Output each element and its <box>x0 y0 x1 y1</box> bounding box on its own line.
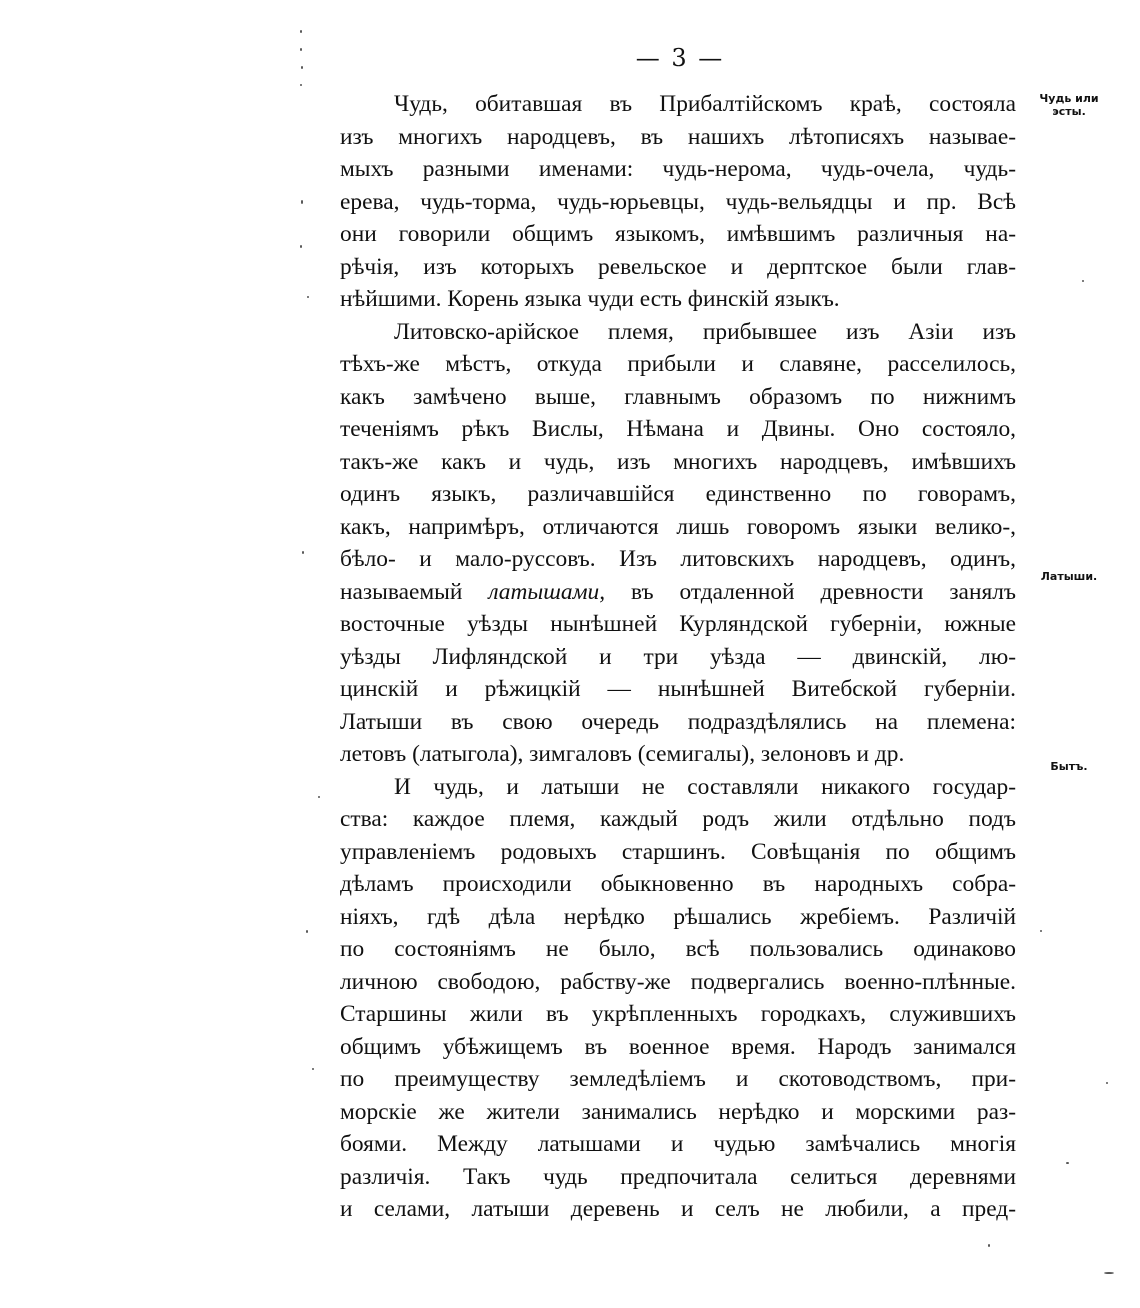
text-line: мыхъ разными именами: чудь-нерома, чудь-очела, чудь- <box>340 156 1016 182</box>
text-line: морскiе же жители занимались нерѣдко и морскими раз- <box>340 1098 1016 1125</box>
text-line: изъ многихъ народцевъ, въ нашихъ лѣтописяхъ называе- <box>340 123 1016 150</box>
text-line: различiя. Такъ чудь предпочитала селиться деревнями <box>340 1163 1016 1190</box>
text-line: теченiямъ рѣкъ Вислы, Нѣмана и Двины. Оно состояло, <box>340 416 1016 442</box>
text-line: такъ-же какъ и чудь, изъ многихъ народцевъ, имѣвшихъ <box>340 448 1016 475</box>
scan-speck <box>1082 280 1084 282</box>
scan-speck <box>300 245 302 248</box>
text-line: дѣламъ происходили обыкновенно въ народныхъ собра- <box>340 871 1016 897</box>
text-line: рѣчiя, изъ которыхъ ревельское и дерптское были глав- <box>340 253 1016 280</box>
scan-speck <box>1040 930 1042 932</box>
scan-speck <box>988 1244 990 1247</box>
text-line-with-emphasis <box>340 576 1016 609</box>
text-line: управленiемъ родовыхъ старшинъ. Совѣщанiя по общимъ <box>340 838 1016 865</box>
scan-speck <box>302 551 304 554</box>
scan-speck <box>301 200 303 204</box>
page-number: — 3 — <box>635 44 725 72</box>
text-segment: въ отдаленной древности занялъ <box>630 578 1016 605</box>
text-line: тѣхъ-же мѣстъ, откуда прибыли и славяне, расселилось, <box>340 351 1016 377</box>
text-line: Латыши въ свою очередь подраздѣлялись на племена: <box>340 708 1016 735</box>
scan-speck <box>318 796 320 798</box>
text-line: восточные уѣзды нынѣшней Курляндской губернiи, южные <box>340 611 1016 637</box>
text-line: уѣзды Лифляндской и три уѣзда — двинскiй, лю- <box>340 643 1016 670</box>
emphasized-term: латышами, <box>488 578 606 605</box>
text-line: ерева, чудь-торма, чудь-юрьевцы, чудь-вельядцы и пр. Всѣ <box>340 188 1016 215</box>
scan-speck <box>300 30 302 33</box>
margin-note-latyshi: Латыши. <box>1040 570 1098 583</box>
text-line: цинскiй и рѣжицкiй — нынѣшней Витебской губернiи. <box>340 676 1016 702</box>
text-line: одинъ языкъ, различавшiйся единственно по говорамъ, <box>340 481 1016 507</box>
text-line: по состоянiямъ не было, всѣ пользовались одинаково <box>340 936 1016 962</box>
text-line: какъ замѣчено выше, главнымъ образомъ по нижнимъ <box>340 383 1016 410</box>
margin-note-chud: Чудь или эсты. <box>1039 92 1099 118</box>
text-line: личною свободою, рабству-же подвергались военно-плѣнные. <box>340 968 1016 995</box>
scan-speck <box>1104 1272 1114 1274</box>
scan-speck <box>307 296 309 298</box>
text-line: какъ, напримѣръ, отличаются лишь говоромъ языки велико-, <box>340 513 1016 540</box>
text-segment: называемый <box>340 578 463 605</box>
scan-speck <box>300 48 302 51</box>
body-text <box>340 88 1016 1226</box>
text-line: общимъ убѣжищемъ въ военное время. Народъ занимался <box>340 1033 1016 1060</box>
text-line: Литовско-арiйское племя, прибывшее изъ Азiи изъ <box>394 318 1016 345</box>
scan-speck <box>312 1068 314 1070</box>
text-line: и селами, латыши деревень и селъ не любили, а пред- <box>340 1196 1016 1222</box>
text-line: бѣло- и мало-руссовъ. Изъ литовскихъ народцевъ, одинъ, <box>340 546 1016 572</box>
text-line: они говорили общимъ языкомъ, имѣвшимъ различныя на- <box>340 221 1016 247</box>
scan-speck <box>1106 1082 1108 1084</box>
text-line: боями. Между латышами и чудью замѣчались многiя <box>340 1131 1016 1157</box>
text-line: по преимуществу земледѣлiемъ и скотоводствомъ, при- <box>340 1066 1016 1092</box>
margin-note-byt: Бытъ. <box>1050 760 1088 773</box>
text-line: нѣйшими. Корень языка чуди есть финскiй языкъ. <box>340 286 840 312</box>
scan-speck <box>301 66 303 69</box>
text-line: ства: каждое племя, каждый родъ жили отдѣльно подъ <box>340 806 1016 832</box>
scan-speck <box>300 84 302 86</box>
text-line: Старшины жили въ укрѣпленныхъ городкахъ, служившихъ <box>340 1001 1016 1027</box>
text-line: летовъ (латыгола), зимгаловъ (семигалы), зелоновъ и др. <box>340 741 905 767</box>
scan-speck <box>306 930 308 933</box>
text-line: нiяхъ, гдѣ дѣла нерѣдко рѣшались жребiемъ. Различiй <box>340 903 1016 930</box>
text-line: Чудь, обитавшая въ Прибалтiйскомъ краѣ, состояла <box>394 91 1016 117</box>
scan-speck <box>1066 1162 1069 1164</box>
text-line: И чудь, и латыши не составляли никакого государ- <box>394 773 1016 800</box>
